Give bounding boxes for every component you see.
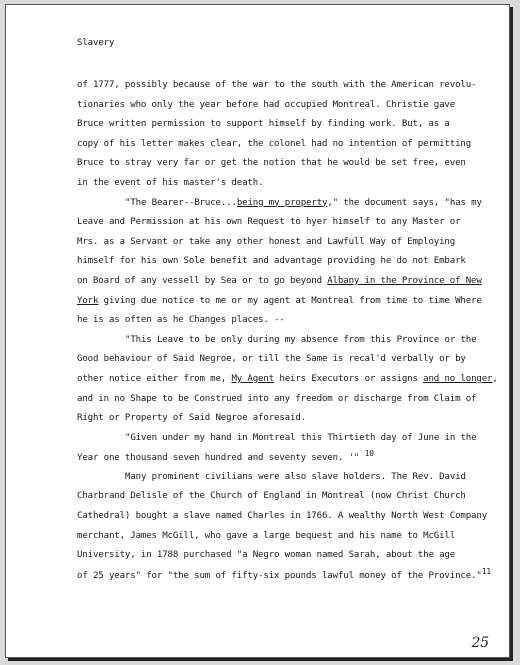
text-line: Charbrand Delisle of the Church of England in Montreal (now Christ Church [77, 491, 466, 502]
text-line: Mrs. as a Servant or take any other honest and Lawfull Way of Employing [77, 236, 456, 247]
quote-text: Year one thousand seven hundred and seventy seven. '" [77, 453, 360, 464]
text-line: Many prominent civilians were also slave holders. The Rev. David [125, 471, 466, 482]
text-line: Cathedral) bought a slave named Charles in 1766. A wealthy North West Company [77, 511, 488, 522]
quote-text: of 25 years" for "the sum of fifty-six pounds lawful money of the Province." [77, 570, 482, 581]
underlined-text: York [77, 295, 99, 306]
text-line [77, 292, 482, 312]
underlined-text: My Agent [231, 373, 275, 384]
text-line: in the event of his master's death. [77, 177, 264, 188]
text-line [77, 448, 477, 468]
text-line: Right or Property of Said Negroe aforesaid. [77, 413, 306, 424]
text-line: University, in 1788 purchased "a Negro woman named Sarah, about the age [77, 550, 456, 561]
body-text [77, 76, 498, 585]
quote-text: on Board of any vessell by Sea or to go beyond [77, 275, 328, 286]
text-line: Bruce written permission to support himself by finding work. But, as a [77, 119, 450, 130]
underlined-text: being my property [236, 197, 328, 208]
footnote-ref: 11 [481, 566, 492, 576]
quote-text: giving due notice to me or my agent at Montreal from time to time Where [98, 295, 482, 306]
text-line: tionaries who only the year before had occupied Montreal. Christie gave [77, 99, 456, 110]
footnote-ref: 10 [364, 449, 374, 459]
text-line [77, 272, 482, 292]
quote-text: , [492, 373, 498, 384]
running-header: Slavery [77, 38, 115, 48]
quote-text: heirs Executors or assigns [274, 373, 424, 384]
text-line: "This Leave to be only during my absence from this Province or the [125, 334, 477, 345]
text-line: "Given under my hand in Montreal this Thirtieth day of June in the [125, 432, 477, 443]
underlined-text: Albany in the Province of New [327, 275, 482, 286]
text-line: Bruce to stray very far or get the notion that he would be set free, even [77, 158, 466, 169]
quote-text: other notice either from me, [77, 373, 232, 384]
text-line: himself for his own Sole benefit and advantage providing he do not Embark [77, 256, 466, 267]
text-line: of 1777, possibly because of the war to the south with the American revolu- [77, 80, 477, 90]
quote-text: ," the document says, "has my [327, 197, 482, 208]
text-line [77, 194, 482, 214]
text-line [77, 566, 492, 586]
text-line: copy of his letter makes clear, the colonel had no intention of permitting [77, 138, 472, 149]
text-line [77, 370, 498, 390]
text-line: Good behaviour of Said Negroe, or till the Same is recal'd verbally or by [77, 354, 466, 365]
text-line: Leave and Permission at his own Request to hyer himself to any Master or [77, 217, 461, 228]
underlined-text: and no longer [423, 373, 493, 384]
document-page [5, 4, 510, 658]
text-line: he is as often as he Changes places. -- [77, 315, 285, 326]
page-number: 25 [471, 635, 489, 651]
text-line: merchant, James McGill, who gave a large bequest and his name to McGill [77, 530, 456, 541]
text-line: and in no Shape to be Construed into any freedom or discharge from Claim of [77, 393, 477, 404]
quote-text: "The Bearer--Bruce... [125, 197, 237, 208]
